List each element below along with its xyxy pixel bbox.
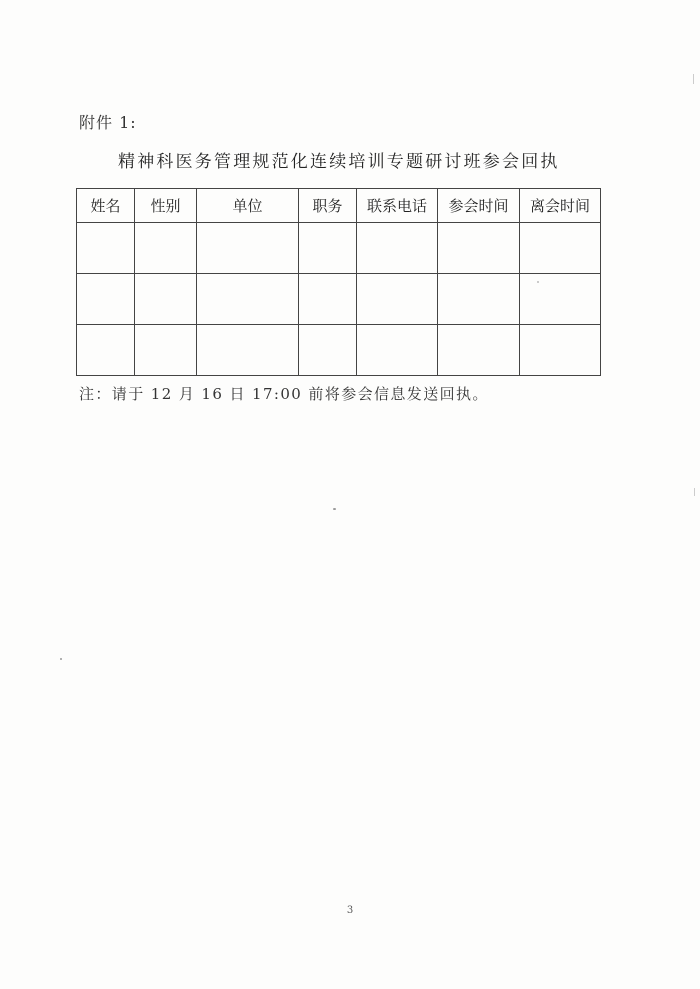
table-cell — [299, 325, 357, 376]
table-cell — [197, 325, 299, 376]
table-cell — [520, 325, 601, 376]
scan-speck — [537, 281, 539, 283]
scan-speck — [694, 488, 695, 496]
scan-speck — [60, 658, 62, 660]
table-row — [77, 274, 601, 325]
document-title: 精神科医务管理规范化连续培训专题研讨班参会回执 — [118, 152, 560, 172]
table-cell — [77, 274, 135, 325]
header-arrival-time: 参会时间 — [438, 189, 520, 223]
table-cell — [520, 274, 601, 325]
table-cell — [438, 223, 520, 274]
table-header-row — [77, 189, 601, 223]
table-cell — [438, 325, 520, 376]
table-row — [77, 223, 601, 274]
table-cell — [135, 325, 197, 376]
table-cell — [77, 325, 135, 376]
table-cell — [299, 223, 357, 274]
header-organization: 单位 — [197, 189, 299, 223]
scan-speck — [333, 508, 336, 510]
submission-note: 注：请于 12 月 16 日 17:00 前将参会信息发送回执。 — [79, 385, 489, 403]
attachment-label: 附件 1: — [79, 113, 137, 132]
table-cell — [299, 274, 357, 325]
table-cell — [135, 274, 197, 325]
page-number: 3 — [346, 905, 354, 916]
scan-speck — [693, 74, 694, 84]
table-cell — [77, 223, 135, 274]
header-phone: 联系电话 — [357, 189, 438, 223]
table-cell — [135, 223, 197, 274]
header-position: 职务 — [299, 189, 357, 223]
header-departure-time: 离会时间 — [520, 189, 601, 223]
table-cell — [357, 274, 438, 325]
header-name: 姓名 — [77, 189, 135, 223]
table-cell — [357, 325, 438, 376]
table-cell — [197, 223, 299, 274]
table-cell — [197, 274, 299, 325]
reply-form-table — [76, 188, 601, 376]
table-row — [77, 325, 601, 376]
table-cell — [357, 223, 438, 274]
table-cell — [520, 223, 601, 274]
table-cell — [438, 274, 520, 325]
header-gender: 性别 — [135, 189, 197, 223]
